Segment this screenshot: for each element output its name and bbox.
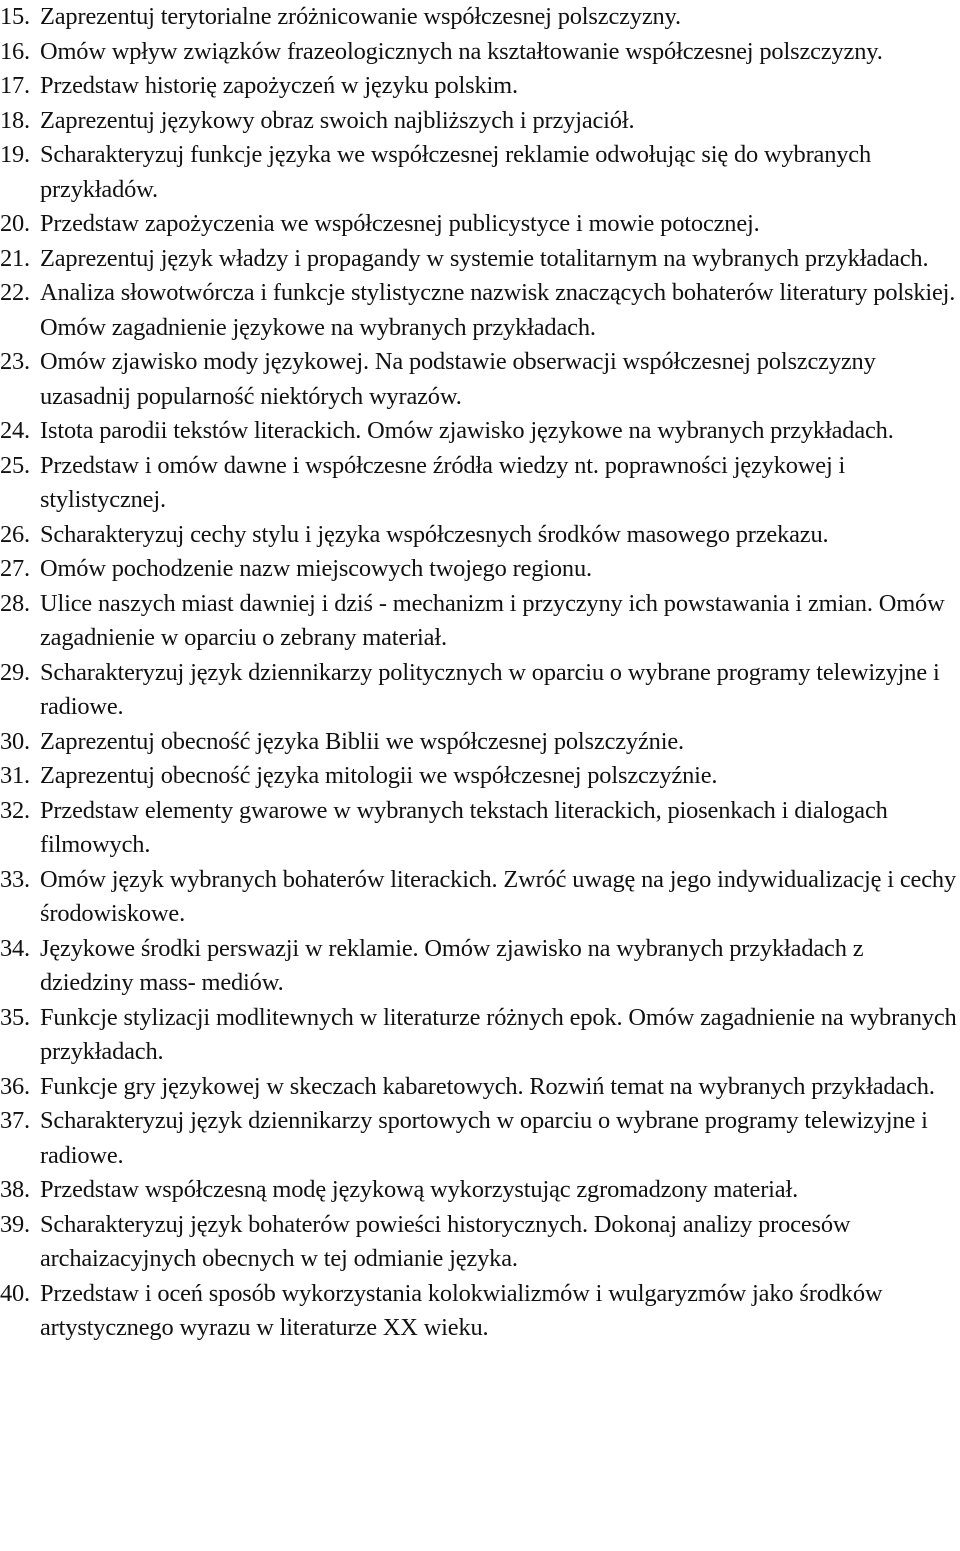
- list-item: [0, 35, 960, 70]
- item-text: Scharakteryzuj cechy stylu i języka współczesnych środków masowego przekazu.: [40, 520, 829, 548]
- item-text: Przedstaw elementy gwarowe w wybranych tekstach literackich, piosenkach i dialogach filmowych.: [40, 796, 888, 858]
- list-item: [0, 0, 960, 35]
- item-text: Przedstaw zapożyczenia we współczesnej publicystyce i mowie potocznej.: [40, 210, 760, 237]
- item-number: 35.: [0, 1003, 30, 1031]
- item-number: 40.: [0, 1279, 30, 1307]
- item-text: Scharakteryzuj język bohaterów powieści historycznych. Dokonaj analizy procesów archaizacyjnych obecnych w tej odmianie języka.: [40, 1210, 851, 1272]
- item-number: 19.: [0, 141, 30, 168]
- item-number: 17.: [0, 72, 30, 99]
- list-item: [0, 759, 960, 794]
- item-text: Przedstaw i omów dawne i współczesne źródła wiedzy nt. poprawności językowej i stylistycznej.: [40, 451, 846, 513]
- item-text: Zaprezentuj obecność języka mitologii we współczesnej polszczyźnie.: [40, 762, 718, 789]
- item-number: 33.: [0, 865, 30, 893]
- list-item: [0, 69, 960, 104]
- list-item: [0, 276, 960, 345]
- item-number: 26.: [0, 520, 30, 548]
- list-item: [0, 1208, 960, 1277]
- list-item: [0, 587, 960, 656]
- list-item: [0, 932, 960, 1001]
- item-text: Analiza słowotwórcza i funkcje stylistyczne nazwisk znaczących bohaterów literatury polskiej. Omów zagadnienie językowe na wybranych przykładach.: [40, 279, 956, 341]
- item-text: Językowe środki perswazji w reklamie. Omów zjawisko na wybranych przykładach z dziedziny mass- mediów.: [40, 934, 864, 996]
- item-text: Zaprezentuj terytorialne zróżnicowanie współczesnej polszczyzny.: [40, 3, 681, 30]
- list-item: [0, 242, 960, 277]
- list-item: [0, 1070, 960, 1105]
- item-number: 38.: [0, 1176, 30, 1203]
- item-number: 15.: [0, 3, 30, 30]
- item-number: 21.: [0, 244, 30, 272]
- item-number: 31.: [0, 762, 30, 789]
- list-item: [0, 518, 960, 553]
- item-text: Omów język wybranych bohaterów literackich. Zwróć uwagę na jego indywidualizację i cechy środowiskowe.: [40, 865, 956, 927]
- item-number: 30.: [0, 727, 30, 755]
- list-item: [0, 794, 960, 863]
- item-text: Scharakteryzuj język dziennikarzy sportowych w oparciu o wybrane programy telewizyjne i radiowe.: [40, 1107, 928, 1169]
- item-text: Ulice naszych miast dawniej i dziś - mechanizm i przyczyny ich powstawania i zmian. Omów zagadnienie w oparciu o zebrany materiał.: [40, 589, 945, 651]
- item-text: Scharakteryzuj funkcje języka we współczesnej reklamie odwołując się do wybranych przykładów.: [40, 141, 872, 203]
- list-item: [0, 552, 960, 587]
- item-number: 36.: [0, 1072, 30, 1100]
- item-number: 32.: [0, 796, 30, 824]
- item-text: Zaprezentuj językowy obraz swoich najbliższych i przyjaciół.: [40, 106, 635, 134]
- item-text: Zaprezentuj obecność języka Biblii we współczesnej polszczyźnie.: [40, 727, 684, 755]
- list-item: [0, 104, 960, 139]
- item-number: 29.: [0, 658, 30, 686]
- item-text: Omów wpływ związków frazeologicznych na kształtowanie współczesnej polszczyzny.: [40, 37, 883, 65]
- list-item: [0, 414, 960, 449]
- item-text: Przedstaw i oceń sposób wykorzystania kolokwializmów i wulgaryzmów jako środków artystycznego wyrazu w literaturze XX wieku.: [40, 1279, 883, 1341]
- list-item: [0, 1104, 960, 1173]
- list-item: [0, 863, 960, 932]
- item-number: 20.: [0, 210, 30, 237]
- item-number: 16.: [0, 37, 30, 65]
- item-text: Przedstaw współczesną modę językową wykorzystując zgromadzony materiał.: [40, 1176, 799, 1203]
- item-text: Funkcje stylizacji modlitewnych w literaturze różnych epok. Omów zagadnienie na wybranych przykładach.: [40, 1003, 957, 1065]
- item-number: 28.: [0, 589, 30, 617]
- item-number: 37.: [0, 1107, 30, 1134]
- item-text: Omów pochodzenie nazw miejscowych twojego regionu.: [40, 555, 592, 582]
- list-item: [0, 449, 960, 518]
- item-number: 27.: [0, 555, 30, 582]
- item-number: 18.: [0, 106, 30, 134]
- item-text: Scharakteryzuj język dziennikarzy politycznych w oparciu o wybrane programy telewizyjne i radiowe.: [40, 658, 940, 720]
- item-number: 22.: [0, 279, 30, 306]
- item-text: Funkcje gry językowej w skeczach kabaretowych. Rozwiń temat na wybranych przykładach.: [40, 1072, 935, 1100]
- list-item: [0, 656, 960, 725]
- item-number: 34.: [0, 934, 30, 962]
- list-item: [0, 207, 960, 242]
- list-item: [0, 138, 960, 207]
- item-text: Istota parodii tekstów literackich. Omów zjawisko językowe na wybranych przykładach.: [40, 417, 894, 444]
- list-item: [0, 345, 960, 414]
- item-number: 25.: [0, 451, 30, 479]
- list-item: [0, 1277, 960, 1346]
- item-text: Omów zjawisko mody językowej. Na podstawie obserwacji współczesnej polszczyzny uzasadnij popularność niektórych wyrazów.: [40, 348, 876, 410]
- item-number: 23.: [0, 348, 30, 375]
- item-number: 24.: [0, 417, 30, 444]
- item-text: Przedstaw historię zapożyczeń w języku polskim.: [40, 72, 518, 99]
- item-text: Zaprezentuj język władzy i propagandy w systemie totalitarnym na wybranych przykładach.: [40, 244, 929, 272]
- item-number: 39.: [0, 1210, 30, 1238]
- list-item: [0, 1001, 960, 1070]
- list-item: [0, 1173, 960, 1208]
- list-item: [0, 725, 960, 760]
